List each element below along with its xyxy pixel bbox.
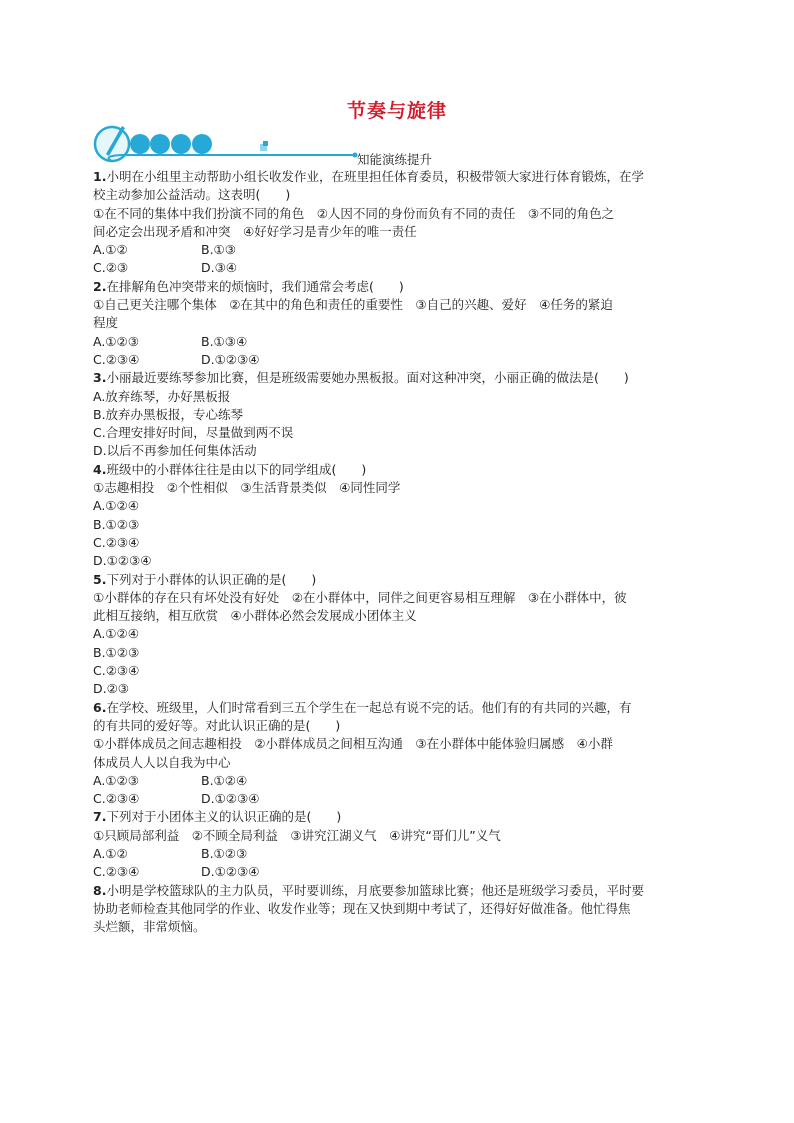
- option-c: C.②③④: [93, 864, 140, 880]
- question-1: [93, 168, 693, 278]
- question-stem: 下列对于小群体的认识正确的是( ): [106, 571, 317, 587]
- option-d: D.①②③④: [93, 553, 152, 569]
- question-stem: 校主动参加公益活动。这表明( ): [93, 187, 291, 203]
- option-c: C.合理安排好时间，尽量做到两不误: [93, 425, 294, 441]
- question-number: 4.: [93, 461, 107, 477]
- option-b: B.①②④: [201, 772, 248, 788]
- option-a: A.①②③: [93, 333, 139, 349]
- option-c: C.②③④: [93, 351, 140, 367]
- banner-line: [109, 155, 354, 161]
- statement-line: ①志趣相投 ②个性相似 ③生活背景类似 ④同性同学: [93, 480, 401, 496]
- option-a: A.①②④: [93, 498, 139, 514]
- statement-line: ①在不同的集体中我们扮演不同的角色 ②人因不同的身份而负有不同的责任 ③不同的角色之: [93, 205, 615, 221]
- option-c: C.②③④: [93, 791, 140, 807]
- question-5: [93, 571, 693, 699]
- statement-line: 间必定会出现矛盾和冲突 ④好好学习是青少年的唯一责任: [93, 223, 417, 239]
- question-list: [93, 168, 693, 936]
- question-stem: 协助老师检查其他同学的作业、收发作业等；现在又快到期中考试了，还得好好做准备。他忙得焦: [93, 900, 631, 916]
- question-4: [93, 461, 693, 571]
- option-a: A.①②: [93, 845, 128, 861]
- option-c: C.②③④: [93, 534, 140, 550]
- option-a: A.放弃练琴，办好黑板报: [93, 388, 231, 404]
- question-2: [93, 278, 693, 369]
- statement-line: ①只顾局部利益 ②不顾全局利益 ③讲究江湖义气 ④讲究“哥们儿”义气: [93, 827, 501, 843]
- question-stem: 在学校、班级里，人们时常看到三五个学生在一起总有说不完的话。他们有的有共同的兴趣，有: [106, 699, 632, 715]
- question-stem: 下列对于小团体主义的认识正确的是( ): [106, 809, 342, 825]
- statement-line: 程度: [93, 315, 119, 331]
- question-number: 8.: [93, 882, 107, 898]
- option-d: D.以后不再参加任何集体活动: [93, 443, 257, 459]
- option-b: B.①②③: [201, 845, 248, 861]
- question-stem: 的有共同的爱好等。对此认识正确的是( ): [93, 717, 341, 733]
- question-number: 3.: [93, 370, 107, 386]
- question-stem: 头烂额，非常烦恼。: [93, 919, 206, 935]
- option-c: C.②③④: [93, 663, 140, 679]
- option-d: D.①②③④: [201, 864, 260, 880]
- question-number: 7.: [93, 809, 107, 825]
- option-b: B.①②③: [93, 644, 140, 660]
- option-c: C.②③: [93, 260, 129, 276]
- option-b: B.①③④: [201, 333, 248, 349]
- option-b: B.①②③: [93, 516, 140, 532]
- option-a: A.①②④: [93, 626, 139, 642]
- option-d: D.③④: [201, 260, 238, 276]
- question-number: 2.: [93, 278, 107, 294]
- question-stem: 小明在小组里主动帮助小组长收发作业，在班里担任体育委员，积极带领大家进行体育锻炼，在学: [106, 169, 644, 184]
- statement-line: 体成员人人以自我为中心: [93, 754, 231, 770]
- option-b: B.①③: [201, 242, 236, 258]
- section-label: 知能演练提升: [357, 152, 433, 167]
- question-stem: 在排解角色冲突带来的烦恼时，我们通常会考虑( ): [106, 278, 404, 294]
- question-number: 6.: [93, 699, 107, 715]
- question-stem: 班级中的小群体往往是由以下的同学组成( ): [106, 461, 367, 477]
- banner-dot-1: [130, 134, 150, 154]
- statement-line: ①小群体成员之间志趣相投 ②小群体成员之间相互沟通 ③在小群体中能体验归属感 ④小群: [93, 736, 613, 752]
- banner-dot-4: [192, 134, 212, 154]
- question-number: 5.: [93, 571, 107, 587]
- banner-dot-2: [150, 134, 170, 154]
- option-a: A.①②: [93, 242, 128, 258]
- question-8: [93, 882, 693, 937]
- option-b: B.放弃办黑板报，专心练琴: [93, 406, 244, 422]
- question-3: [93, 369, 693, 460]
- question-7: [93, 808, 693, 881]
- question-stem: 小明是学校篮球队的主力队员，平时要训练，月底要参加篮球比赛；他还是班级学习委员，平时要: [106, 882, 644, 898]
- option-d: D.①②③④: [201, 351, 260, 367]
- page-title: 节奏与旋律: [346, 100, 447, 122]
- statement-line: ①自己更关注哪个集体 ②在其中的角色和责任的重要性 ③自己的兴趣、爱好 ④任务的紧迫: [93, 297, 613, 313]
- option-a: A.①②③: [93, 772, 139, 788]
- option-d: D.②③: [93, 681, 130, 697]
- statement-line: ①小群体的存在只有坏处没有好处 ②在小群体中，同伴之间更容易相互理解 ③在小群体中，彼: [93, 589, 627, 605]
- statement-line: 此相互接纳，相互欣赏 ④小群体必然会发展成小团体主义: [93, 608, 417, 624]
- question-number: 1.: [93, 169, 107, 184]
- question-6: [93, 699, 693, 809]
- banner-dot-3: [171, 134, 191, 154]
- question-stem: 小丽最近要练琴参加比赛，但是班级需要她办黑板报。面对这种冲突，小丽正确的做法是( ): [106, 370, 629, 386]
- option-d: D.①②③④: [201, 791, 260, 807]
